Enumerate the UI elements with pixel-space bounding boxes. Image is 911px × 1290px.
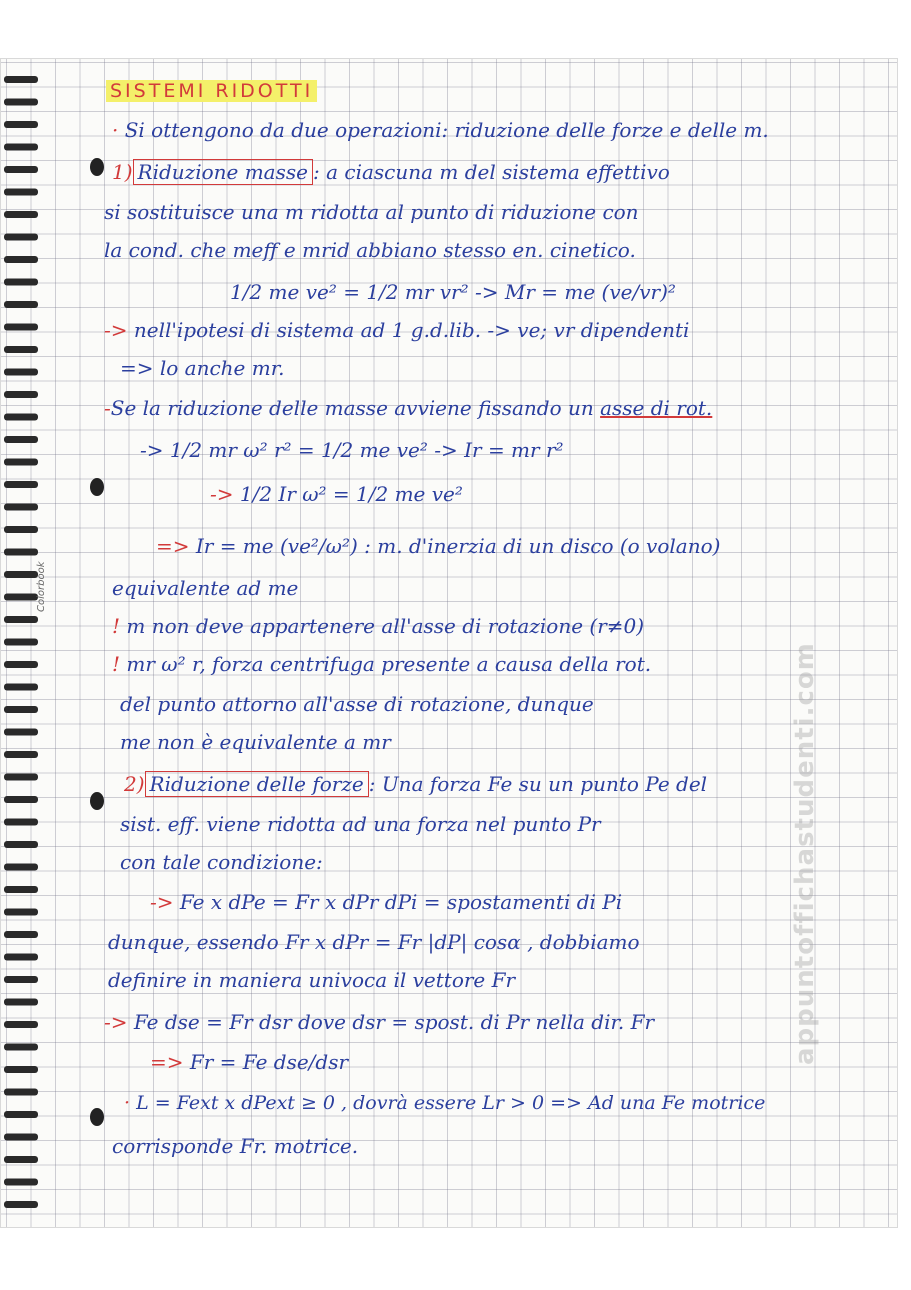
punch-hole bbox=[90, 792, 104, 810]
spiral-ring bbox=[4, 189, 38, 196]
note-line: · Si ottengono da due operazioni: riduzione delle forze e delle m. bbox=[112, 118, 769, 142]
spiral-ring bbox=[4, 166, 38, 173]
spiral-ring bbox=[4, 1066, 38, 1073]
watermark: appuntoffichastudenti.com bbox=[790, 642, 820, 1065]
spiral-ring bbox=[4, 144, 38, 151]
spiral-ring bbox=[4, 616, 38, 623]
spiral-ring bbox=[4, 1044, 38, 1051]
punch-hole bbox=[90, 478, 104, 496]
spiral-ring bbox=[4, 729, 38, 736]
note-line: me non è equivalente a mr bbox=[120, 730, 391, 754]
spiral-ring bbox=[4, 1201, 38, 1208]
formula-line: -> 1/2 mr ω² r² = 1/2 me ve² -> Ir = mr r² bbox=[140, 438, 564, 462]
punch-hole bbox=[90, 1108, 104, 1126]
note-line: 1) Riduzione masse : a ciascuna m del sistema effettivo bbox=[112, 160, 670, 184]
spiral-ring bbox=[4, 751, 38, 758]
spiral-rings bbox=[0, 70, 46, 1220]
spiral-ring bbox=[4, 504, 38, 511]
spiral-ring bbox=[4, 549, 38, 556]
formula-line: => Fr = Fe dse/dsr bbox=[150, 1050, 349, 1074]
formula-line: -> 1/2 Ir ω² = 1/2 me ve² bbox=[210, 482, 463, 506]
spiral-ring bbox=[4, 481, 38, 488]
spiral-ring bbox=[4, 234, 38, 241]
note-line: definire in maniera univoca il vettore Fr bbox=[108, 968, 516, 992]
formula-line: 1/2 me ve² = 1/2 mr vr² -> Mr = me (ve/vr)² bbox=[230, 280, 676, 304]
note-line: si sostituisce una m ridotta al punto di riduzione con bbox=[104, 200, 639, 224]
spiral-ring bbox=[4, 954, 38, 961]
spiral-ring bbox=[4, 796, 38, 803]
formula-line: -> Fe dse = Fr dsr dove dsr = spost. di Pr nella dir. Fr bbox=[104, 1010, 655, 1034]
section-heading: Riduzione masse bbox=[133, 159, 313, 185]
spiral-ring bbox=[4, 931, 38, 938]
note-line: del punto attorno all'asse di rotazione, dunque bbox=[120, 692, 594, 716]
spiral-ring bbox=[4, 1089, 38, 1096]
note-line: equivalente ad me bbox=[112, 576, 299, 600]
spiral-ring bbox=[4, 391, 38, 398]
spiral-ring bbox=[4, 121, 38, 128]
spiral-ring bbox=[4, 211, 38, 218]
spiral-ring bbox=[4, 369, 38, 376]
note-line: dunque, essendo Fr x dPr = Fr |dP| cosα , dobbiamo bbox=[108, 930, 640, 954]
spiral-ring bbox=[4, 414, 38, 421]
formula-line: => Ir = me (ve²/ω²) : m. d'inerzia di un disco (o volano) bbox=[156, 534, 721, 558]
note-line: sist. eff. viene ridotta ad una forza nel punto Pr bbox=[120, 812, 601, 836]
section-heading: Riduzione delle forze bbox=[145, 771, 369, 797]
spiral-ring bbox=[4, 864, 38, 871]
note-line: -> nell'ipotesi di sistema ad 1 g.d.lib. -> ve; vr dipendenti bbox=[104, 318, 690, 342]
notebook-page bbox=[0, 58, 898, 1228]
spiral-ring bbox=[4, 526, 38, 533]
spiral-ring bbox=[4, 256, 38, 263]
spiral-ring bbox=[4, 976, 38, 983]
spiral-ring bbox=[4, 436, 38, 443]
note-line: 2) Riduzione delle forze : Una forza Fe su un punto Pe del bbox=[124, 772, 708, 796]
spiral-ring bbox=[4, 76, 38, 83]
spiral-ring bbox=[4, 571, 38, 578]
spiral-ring bbox=[4, 639, 38, 646]
spiral-ring bbox=[4, 1021, 38, 1028]
spiral-ring bbox=[4, 1134, 38, 1141]
note-line: -Se la riduzione delle masse avviene fissando un asse di rot. bbox=[104, 396, 713, 420]
spiral-ring bbox=[4, 301, 38, 308]
note-line: ! mr ω² r, forza centrifuga presente a causa della rot. bbox=[112, 652, 652, 676]
note-line: · L = Fext x dPext ≥ 0 , dovrà essere Lr > 0 => Ad una Fe motrice bbox=[124, 1092, 766, 1114]
spiral-ring bbox=[4, 661, 38, 668]
spiral-ring bbox=[4, 819, 38, 826]
spiral-ring bbox=[4, 346, 38, 353]
spiral-ring bbox=[4, 999, 38, 1006]
spiral-ring bbox=[4, 594, 38, 601]
spiral-ring bbox=[4, 1179, 38, 1186]
formula-line: -> Fe x dPe = Fr x dPr dPi = spostamenti di Pi bbox=[150, 890, 623, 914]
spiral-ring bbox=[4, 459, 38, 466]
spiral-ring bbox=[4, 324, 38, 331]
spiral-ring bbox=[4, 279, 38, 286]
note-line: la cond. che meff e mrid abbiano stesso en. cinetico. bbox=[104, 238, 636, 262]
spiral-ring bbox=[4, 1156, 38, 1163]
note-line: => lo anche mr. bbox=[120, 356, 285, 380]
spiral-ring bbox=[4, 886, 38, 893]
note-line: con tale condizione: bbox=[120, 850, 323, 874]
spiral-binding bbox=[0, 70, 46, 1220]
note-line: ! m non deve appartenere all'asse di rotazione (r≠0) bbox=[112, 614, 645, 638]
spiral-ring bbox=[4, 706, 38, 713]
spiral-ring bbox=[4, 1111, 38, 1118]
note-line: corrisponde Fr. motrice. bbox=[112, 1134, 359, 1158]
notebook-brand: Colorbook bbox=[36, 561, 47, 612]
page-title: SISTEMI RIDOTTI bbox=[106, 80, 317, 102]
punch-hole bbox=[90, 158, 104, 176]
spiral-ring bbox=[4, 99, 38, 106]
spiral-ring bbox=[4, 909, 38, 916]
spiral-ring bbox=[4, 684, 38, 691]
spiral-ring bbox=[4, 841, 38, 848]
spiral-ring bbox=[4, 774, 38, 781]
